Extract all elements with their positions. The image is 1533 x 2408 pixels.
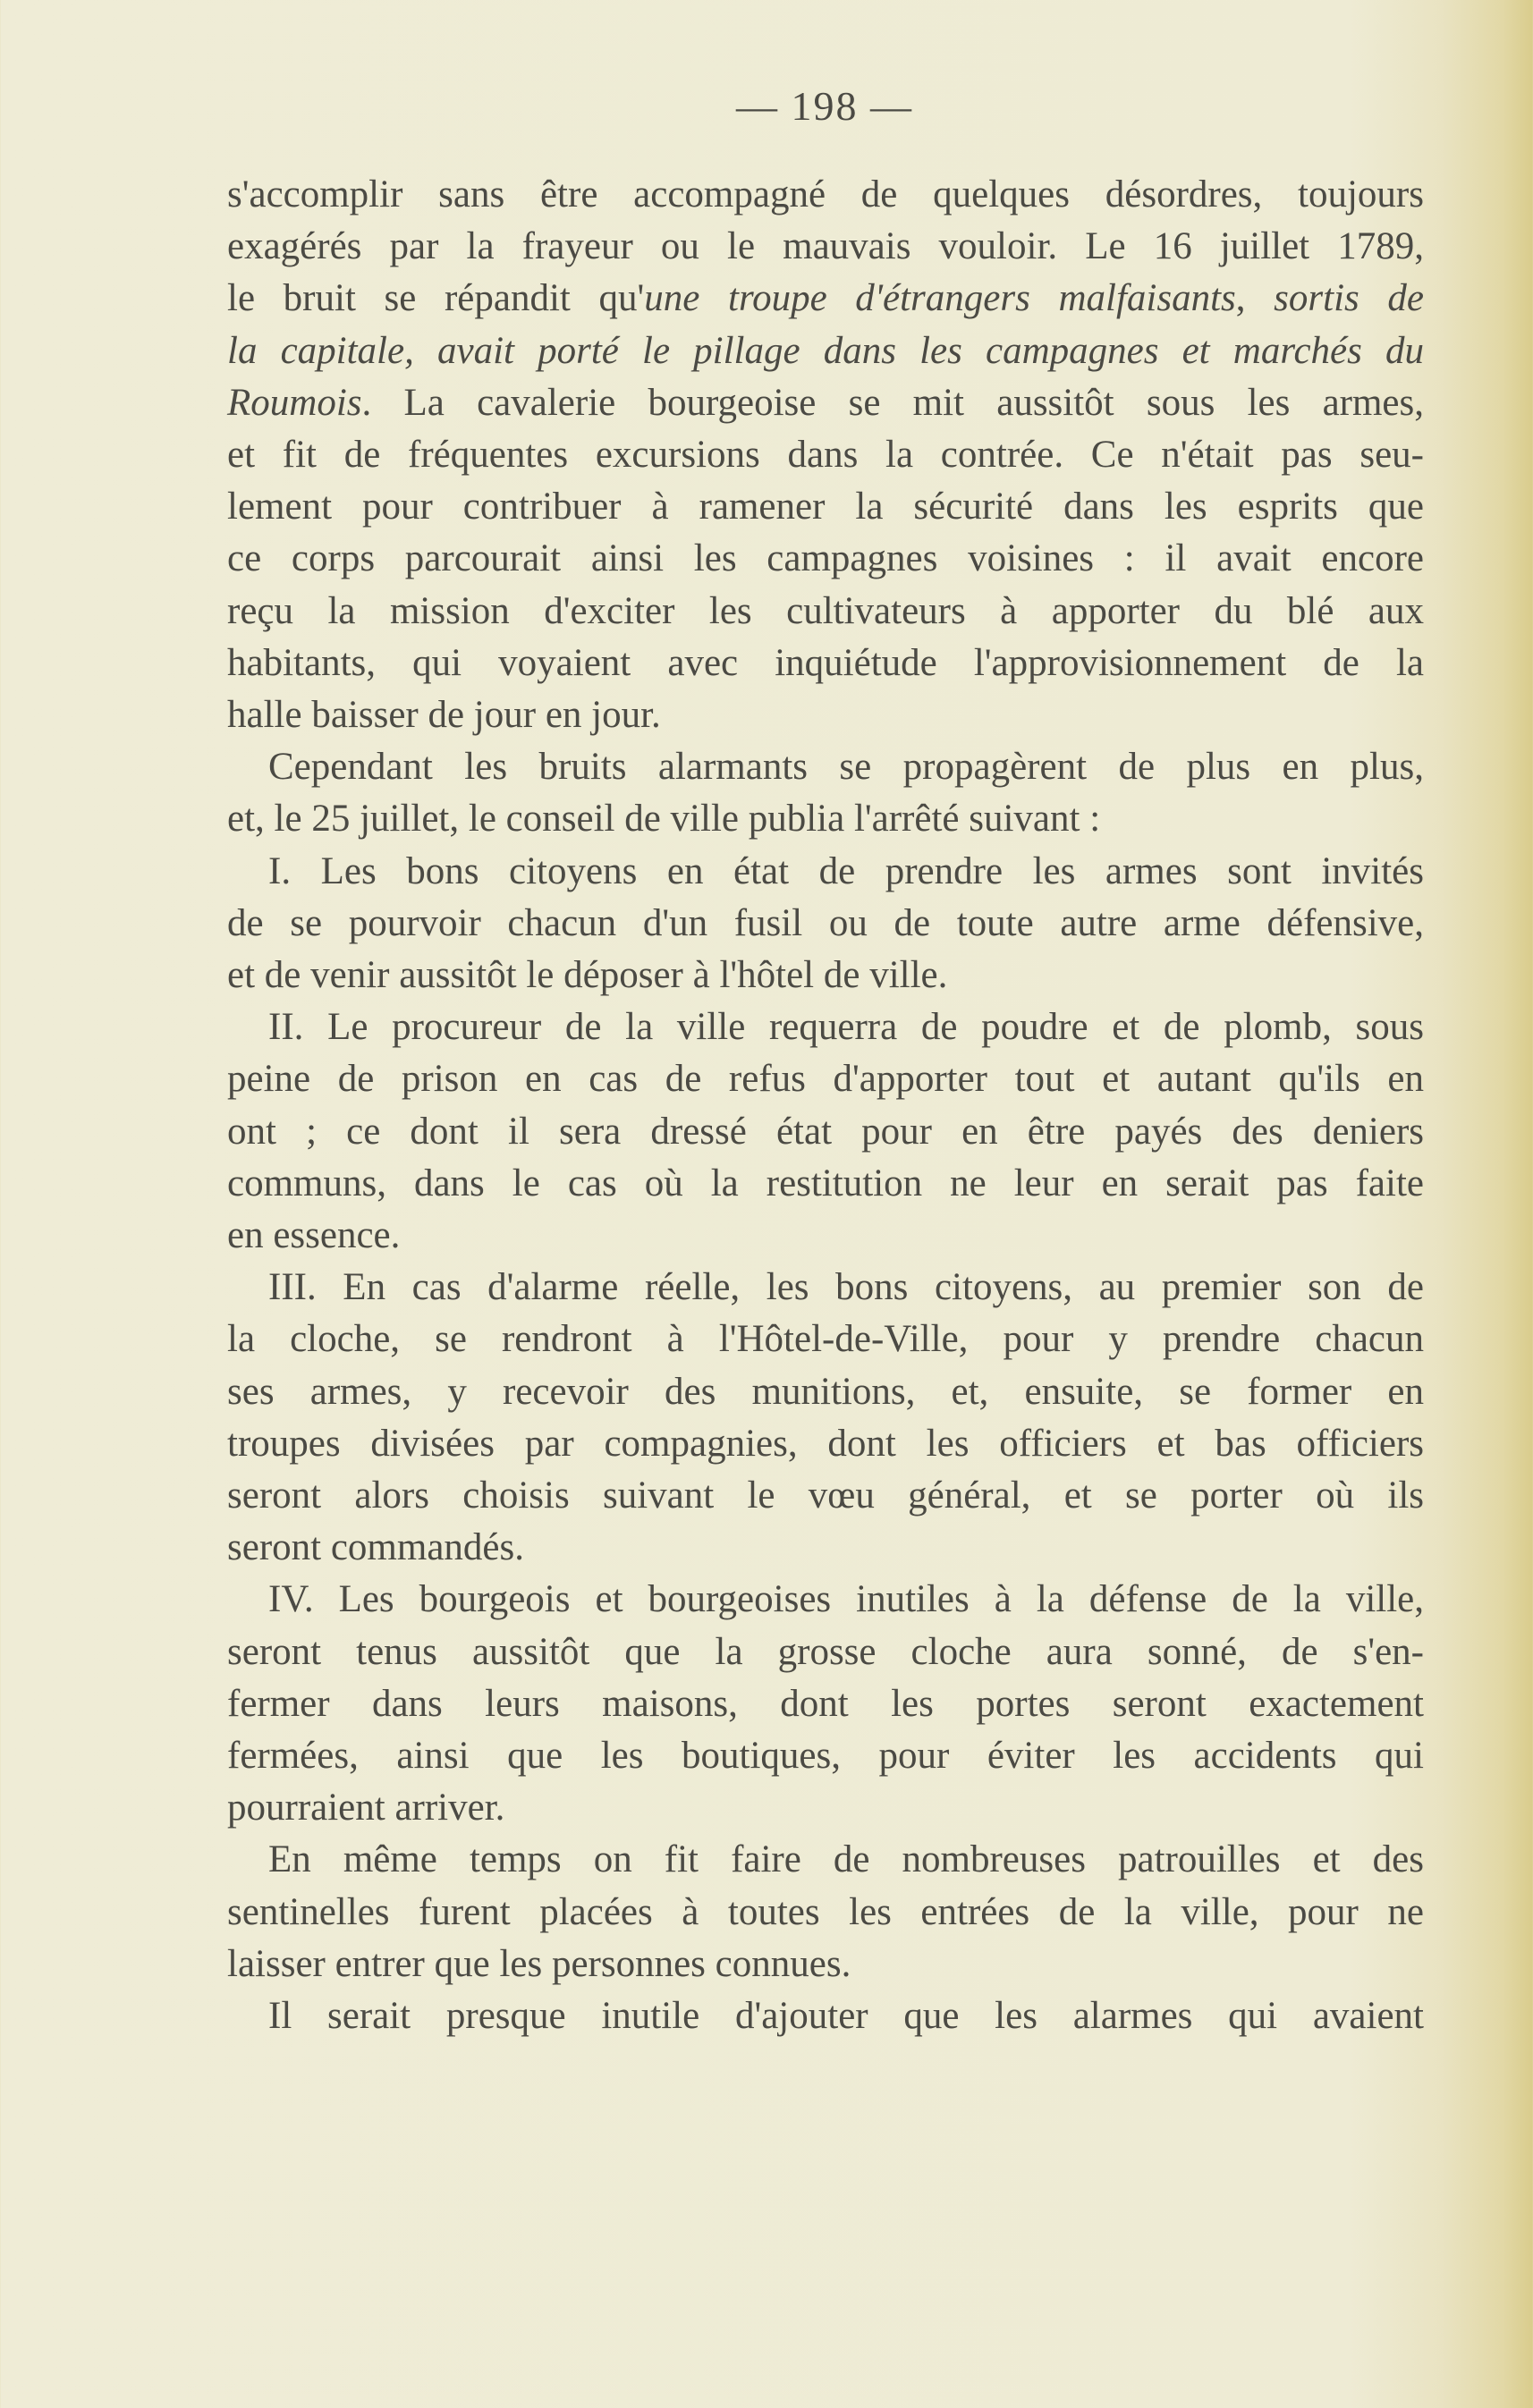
text-segment: communs, dans le cas où la restitution ne leur en serait pas faite bbox=[227, 1162, 1424, 1204]
text-segment: et, le 25 juillet, le conseil de ville publia l'arrêté suivant : bbox=[227, 798, 1101, 841]
text-segment: ce corps parcourait ainsi les campagnes voisines : il avait encore bbox=[227, 537, 1424, 580]
text-line bbox=[227, 1418, 1424, 1470]
text-line bbox=[227, 1730, 1424, 1782]
text-line bbox=[227, 481, 1424, 533]
text-segment: le bruit se répandit qu' bbox=[227, 277, 645, 320]
text-segment: lement pour contribuer à ramener la sécurité dans les esprits que bbox=[227, 486, 1424, 528]
text-segment: IV. Les bourgeois et bourgeoises inutiles à la défense de la ville, bbox=[268, 1578, 1424, 1621]
text-segment: seront tenus aussitôt que la grosse cloche aura sonné, de s'en- bbox=[227, 1630, 1424, 1673]
text-segment: En même temps on fit faire de nombreuses patrouilles et des bbox=[268, 1838, 1424, 1881]
text-line bbox=[268, 846, 1424, 898]
text-line bbox=[227, 1470, 1424, 1522]
text-line bbox=[227, 325, 1424, 377]
text-line bbox=[227, 1939, 1424, 1990]
text-line bbox=[227, 1887, 1424, 1939]
text-line bbox=[227, 1626, 1424, 1678]
text-line bbox=[268, 1834, 1424, 1886]
page-number: — 198 — bbox=[736, 83, 913, 129]
italic-text: une troupe d'étrangers malfaisants bbox=[644, 277, 1236, 320]
italic-text: sortis de bbox=[1274, 277, 1424, 320]
text-segment: et fit de fréquentes excursions dans la contrée. Ce n'était pas seu- bbox=[227, 434, 1424, 476]
text-line bbox=[227, 689, 1424, 741]
text-segment: ont ; ce dont il sera dressé état pour en être payés des deniers bbox=[227, 1110, 1424, 1153]
text-segment: s'accomplir sans être accompagné de quelques désordres, toujours bbox=[227, 173, 1424, 215]
text-line bbox=[268, 741, 1424, 793]
text-segment: troupes divisées par compagnies, dont les officiers et bas officiers bbox=[227, 1422, 1424, 1465]
text-line bbox=[268, 1990, 1424, 2042]
text-segment: de se pourvoir chacun d'un fusil ou de toute autre arme défensive, bbox=[227, 901, 1424, 944]
text-segment: halle baisser de jour en jour. bbox=[227, 694, 661, 736]
text-segment: habitants, qui voyaient avec inquiétude l'approvisionnement de la bbox=[227, 641, 1424, 684]
text-segment: ses armes, y recevoir des munitions, et, ensuite, se former en bbox=[227, 1370, 1424, 1413]
text-segment: fermées, ainsi que les boutiques, pour éviter les accidents qui bbox=[227, 1735, 1424, 1777]
text-segment: Il serait presque inutile d'ajouter que les alarmes qui avaient bbox=[268, 1995, 1424, 2037]
text-line bbox=[268, 1001, 1424, 1053]
text-line bbox=[227, 898, 1424, 950]
text-segment: II. Le procureur de la ville requerra de poudre et de plomb, sous bbox=[268, 1006, 1424, 1049]
text-segment: , bbox=[1235, 277, 1275, 320]
italic-text: Roumois bbox=[227, 381, 362, 424]
text-line bbox=[227, 429, 1424, 481]
text-line bbox=[227, 1158, 1424, 1210]
text-segment: fermer dans leurs maisons, dont les portes seront exactement bbox=[227, 1682, 1424, 1725]
text-segment: en essence. bbox=[227, 1214, 401, 1256]
text-line bbox=[227, 1782, 1424, 1834]
text-segment: . La cavalerie bourgeoise se mit aussitôt sous les armes, bbox=[361, 381, 1424, 424]
text-line bbox=[227, 1522, 1424, 1574]
text-line bbox=[227, 533, 1424, 585]
text-line bbox=[227, 586, 1424, 638]
text-line bbox=[227, 1106, 1424, 1158]
text-line bbox=[227, 221, 1424, 273]
text-segment: III. En cas d'alarme réelle, les bons citoyens, au premier son de bbox=[268, 1266, 1424, 1309]
text-segment: seront alors choisis suivant le vœu général, et se porter où ils bbox=[227, 1474, 1424, 1517]
text-segment: exagérés par la frayeur ou le mauvais vouloir. Le 16 juillet 1789, bbox=[227, 225, 1424, 268]
text-line bbox=[227, 1314, 1424, 1365]
text-line bbox=[227, 950, 1424, 1001]
text-line bbox=[227, 1053, 1424, 1105]
text-segment: et de venir aussitôt le déposer à l'hôtel de ville. bbox=[227, 954, 948, 996]
text-segment: reçu la mission d'exciter les cultivateurs à apporter du blé aux bbox=[227, 589, 1424, 632]
text-segment: laisser entrer que les personnes connues. bbox=[227, 1942, 851, 1985]
text-line bbox=[227, 1678, 1424, 1730]
text-line bbox=[227, 273, 1424, 325]
text-line bbox=[227, 1366, 1424, 1418]
text-line bbox=[227, 1210, 1424, 1262]
text-line bbox=[227, 793, 1424, 845]
text-segment: la cloche, se rendront à l'Hôtel-de-Ville, pour y prendre chacun bbox=[227, 1318, 1424, 1361]
text-segment: I. Les bons citoyens en état de prendre les armes sont invités bbox=[268, 849, 1424, 892]
text-line bbox=[227, 377, 1424, 429]
italic-text: la capitale, avait porté le pillage dans les campagnes et marchés du bbox=[227, 329, 1424, 372]
text-segment: seront commandés. bbox=[227, 1526, 524, 1569]
text-line bbox=[268, 1574, 1424, 1626]
text-line bbox=[227, 638, 1424, 689]
text-segment: Cependant les bruits alarmants se propagèrent de plus en plus, bbox=[268, 746, 1424, 789]
text-segment: peine de prison en cas de refus d'apporter tout et autant qu'ils en bbox=[227, 1058, 1424, 1101]
text-segment: pourraient arriver. bbox=[227, 1787, 505, 1829]
text-segment: sentinelles furent placées à toutes les entrées de la ville, pour ne bbox=[227, 1890, 1424, 1933]
text-line bbox=[268, 1262, 1424, 1314]
text-line bbox=[227, 169, 1424, 221]
